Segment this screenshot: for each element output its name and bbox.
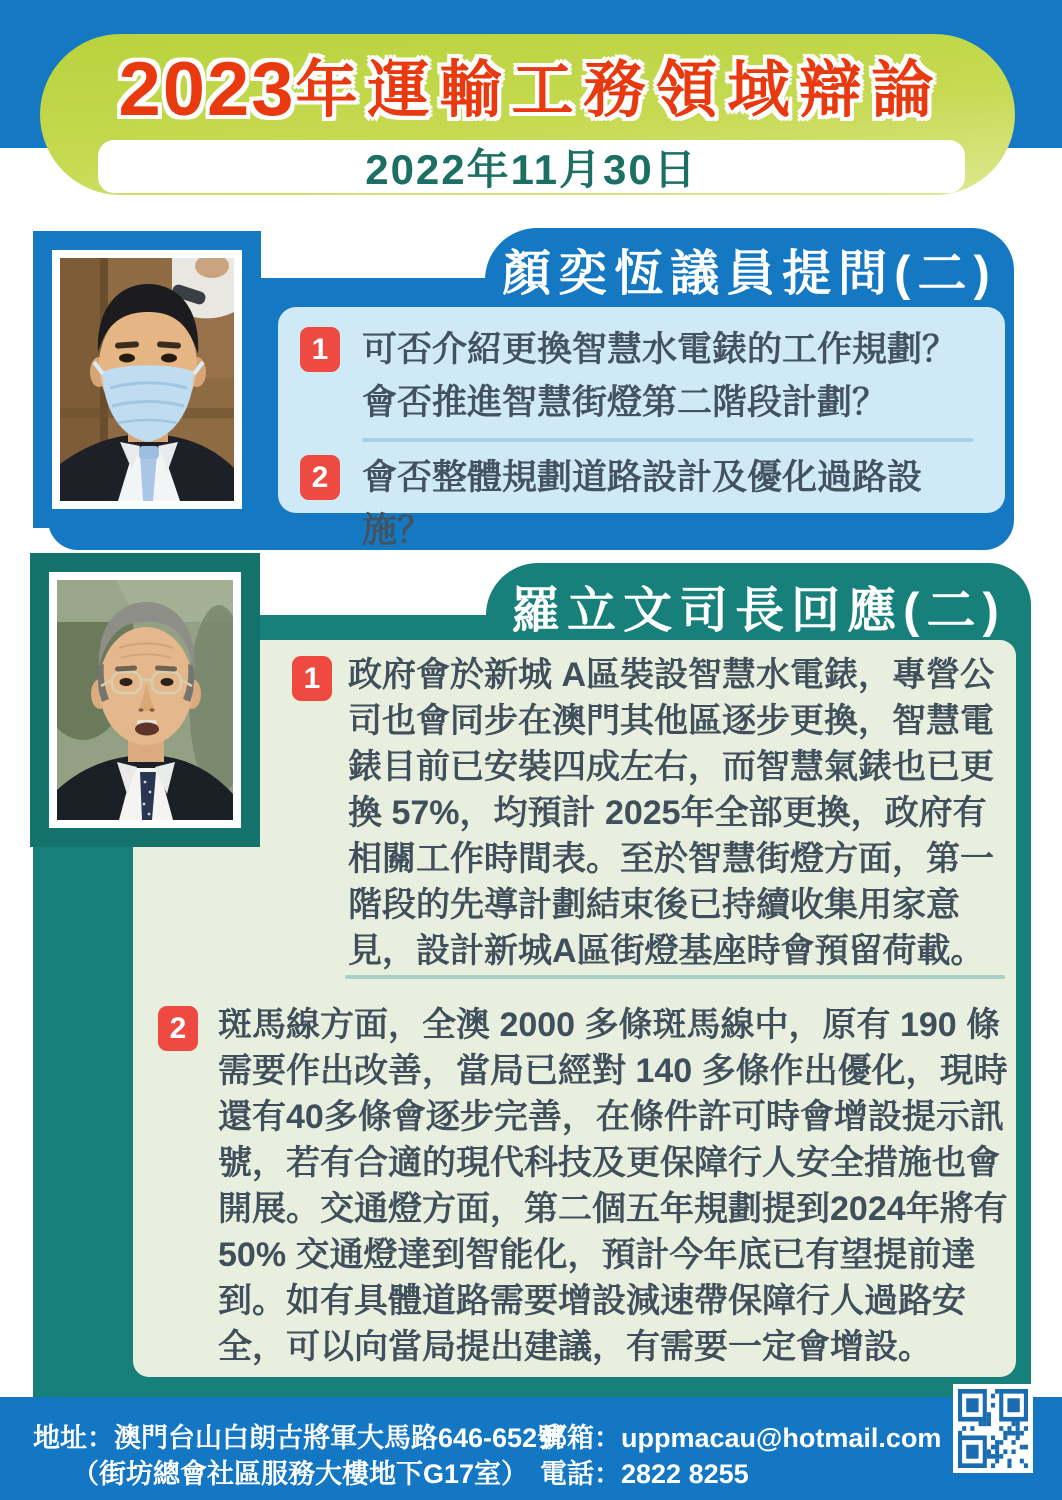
qr-code [953, 1384, 1033, 1473]
answer-section-title: 羅立文司長回應(二) [511, 584, 1006, 638]
question-1-text: 可否介紹更換智慧水電錶的工作規劃？會否推進智慧街燈第二階段計劃？ [362, 330, 958, 422]
answer-2-badge: 2 [158, 1006, 198, 1051]
answer-item-2 [158, 1002, 1014, 1370]
question-item-1 [300, 323, 981, 429]
answer-2-text: 斑馬線方面，全澳 2000 多條斑馬線中，原有 190 條需要作出改善，當局已經對 140 多條作出優化，現時還有40多條會逐步完善，在條件許可時會增設提示訊號，若有合適的現代科技及更保障行人安全措施也會開展。交通燈方面，第二個五年規劃提到2024年將有50% 交通燈達到智能化，預計今年底已有望提前達到。如有具體道路需要增設減速帶保障行人過路安全，可以向當局提出建議，有需要一定會增設。 [218, 1006, 1008, 1366]
question-divider [362, 438, 973, 442]
question-panel [278, 307, 1005, 550]
answer-item-1 [292, 652, 1014, 974]
answer-1-text: 政府會於新城 A區裝設智慧水電錶，專營公司也會同步在澳門其他區逐步更換，智慧電錶目前已安裝四成左右，而智慧氣錶也已更換 57%，均預計 2025年全部更換，政府有相關工作時間表。至於智慧街燈方面，第一階段的先導計劃結束後已持續收集用家意見，設計新城A區街燈基座時會預留荷載。 [348, 656, 994, 970]
poster-title-text: 年運輸工務領域辯論 [295, 56, 944, 125]
footer-phone: 電話：2822 8255 [540, 1459, 749, 1489]
poster-date: 2022年11月30日 [365, 145, 698, 193]
responder-photo-frame [30, 553, 260, 847]
poster-title-year: 2023 [118, 47, 296, 132]
footer-address-line1: 地址：澳門台山白朗古將軍大馬路646-652號 [33, 1423, 565, 1453]
question-2-text: 會否整體規劃道路設計及優化過路設施？ [362, 458, 923, 550]
questioner-photo-border [52, 250, 242, 509]
answer-1-badge: 1 [292, 656, 332, 701]
question-2-badge: 2 [300, 455, 340, 500]
answer-divider [345, 975, 1005, 979]
questioner-photo-frame [33, 231, 261, 528]
footer-address-line2: （街坊總會社區服務大樓地下G17室） [72, 1459, 529, 1489]
footer-email: 郵箱：uppmacau@hotmail.com [540, 1423, 942, 1453]
poster-title [0, 40, 1062, 133]
question-item-2 [300, 451, 981, 557]
question-section-title: 顏奕恆議員提問(二) [502, 247, 997, 301]
question-1-badge: 1 [300, 327, 340, 372]
photo-masked-legislator [60, 258, 234, 501]
photo-secretary-glasses [57, 580, 233, 820]
date-strip [98, 140, 965, 193]
responder-photo-border [49, 572, 241, 828]
